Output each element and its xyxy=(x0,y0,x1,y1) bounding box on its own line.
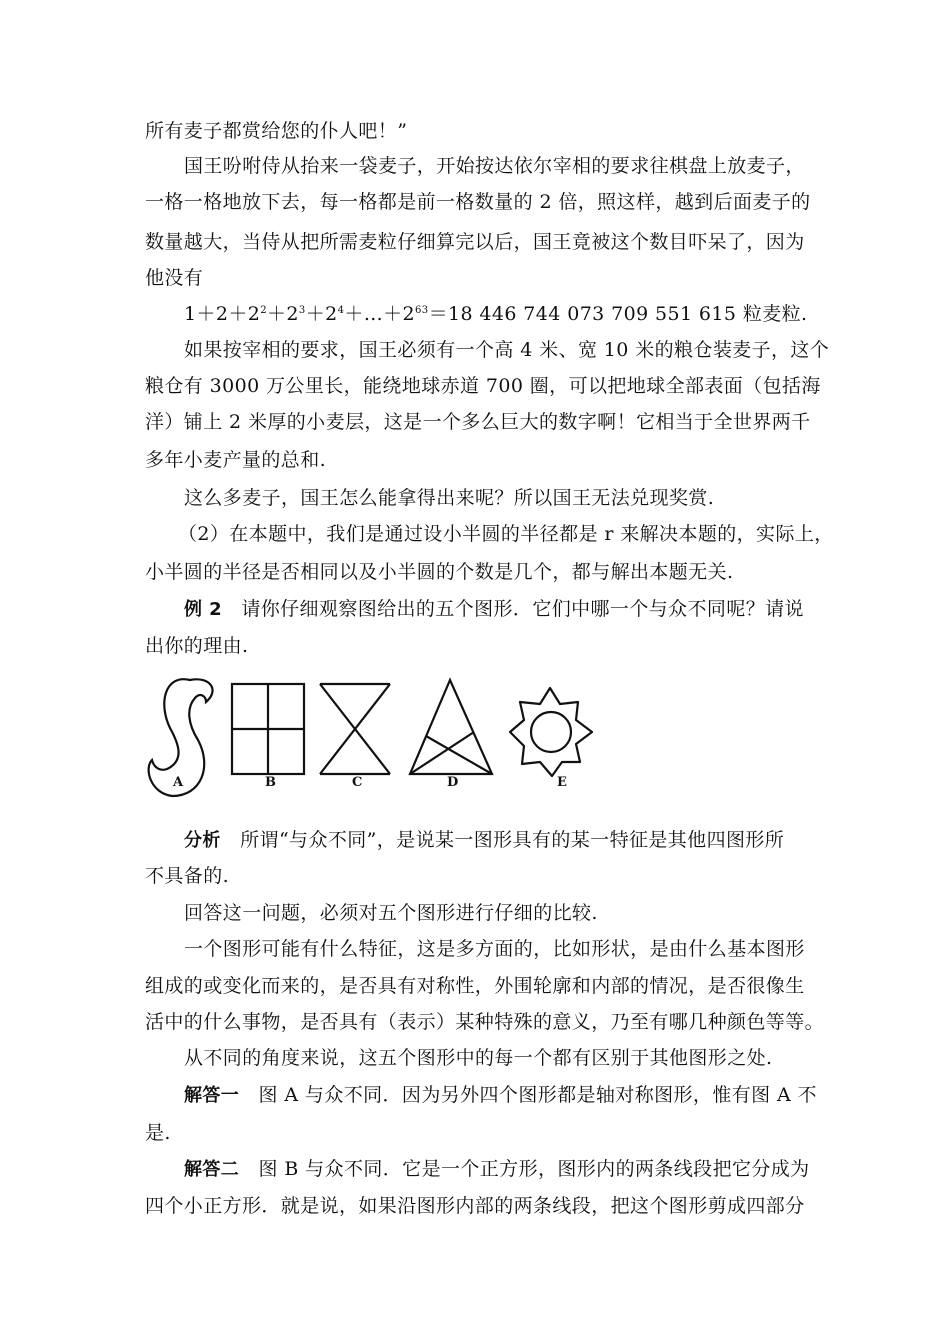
figure-label-c: C xyxy=(352,775,363,790)
shape-d-icon xyxy=(410,680,492,774)
paragraph-line: 一格一格地放下去，每一格都是前一格数量的 2 倍，照这样，越到后面麦子的 xyxy=(145,191,811,213)
paragraph-line: 活中的什么事物，是否具有（表示）某种特殊的意义，乃至有哪几种颜色等等。 xyxy=(145,1011,825,1033)
figure-label-d: D xyxy=(447,775,459,790)
solution-two-label: 解答二 xyxy=(184,1159,240,1180)
analysis-label: 分析 xyxy=(184,830,221,851)
formula-exponent: 2 xyxy=(260,305,268,316)
paragraph-line: 国王吩咐侍从抬来一袋麦子，开始按达依尔宰相的要求往棋盘上放麦子， xyxy=(184,155,805,177)
paragraph-line: 一个图形可能有什么特征，这是多方面的，比如形状，是由什么基本图形 xyxy=(184,938,805,960)
paragraph-line: 所有麦子都赏给您的仆人吧！” xyxy=(145,120,408,142)
sum-formula xyxy=(184,301,815,327)
paragraph-line: 小半圆的半径是否相同以及小半圆的个数是几个，都与解出本题无关. xyxy=(145,561,734,583)
paragraph-line: 回答这一问题，必须对五个图形进行仔细的比较. xyxy=(184,902,598,924)
paragraph-line: 多年小麦产量的总和. xyxy=(145,449,327,471)
paragraph-line: 数量越大，当侍从把所需麦粒仔细算完以后，国王竟被这个数目吓呆了，因为 xyxy=(145,231,805,253)
formula-part: ＋…＋2 xyxy=(344,303,416,325)
figure-label-a: A xyxy=(173,775,184,790)
paragraph-line: 洋）铺上 2 米厚的小麦层，这是一个多么巨大的数字啊！它相当于全世界两千 xyxy=(145,411,811,433)
paragraph-line: 粮仓有 3000 万公里长，能绕地球赤道 700 圈，可以把地球全部表面（包括海 xyxy=(145,375,821,397)
paragraph-line: （2）在本题中，我们是通过设小半圆的半径都是 r 来解决本题的，实际上， xyxy=(178,523,834,545)
analysis-heading xyxy=(184,827,815,854)
figure-label-e: E xyxy=(557,775,567,790)
paragraph-line: 这么多麦子，国王怎么能拿得出来呢？所以国王无法兑现奖赏. xyxy=(184,487,715,509)
formula-part: ＋2 xyxy=(305,303,338,325)
solution-one-heading xyxy=(184,1082,815,1109)
paragraph-line: 如果按宰相的要求，国王必须有一个高 4 米、宽 10 米的粮仓装麦子，这个 xyxy=(184,339,830,361)
shape-e-icon xyxy=(510,688,592,776)
example-label: 例 2 xyxy=(184,599,222,620)
figure-label-b: B xyxy=(265,775,276,790)
analysis-text: 所谓“与众不同”，是说某一图形具有的某一特征是其他四图形所 xyxy=(240,829,785,851)
solution-two-text: 图 B 与众不同．它是一个正方形，图形内的两条线段把它分成为 xyxy=(258,1158,810,1180)
solution-one-label: 解答一 xyxy=(184,1085,240,1106)
paragraph-line: 组成的或变化而来的，是否具有对称性，外围轮廓和内部的情况，是否很像生 xyxy=(145,975,805,997)
formula-exponent: 63 xyxy=(415,305,429,316)
five-shapes-figure xyxy=(140,668,620,803)
formula-part: ＋2 xyxy=(267,303,299,325)
solution-two-heading xyxy=(184,1156,815,1183)
paragraph-line: 不具备的. xyxy=(145,865,230,887)
formula-part: ＝18 446 744 073 709 551 615 粒麦粒. xyxy=(428,303,808,325)
solution-one-text: 图 A 与众不同．因为另外四个图形都是轴对称图形，惟有图 A 不 xyxy=(258,1084,817,1106)
paragraph-line: 他没有 xyxy=(145,267,204,289)
paragraph-line: 从不同的角度来说，这五个图形中的每一个都有区别于其他图形之处. xyxy=(184,1047,773,1069)
shape-c-icon xyxy=(320,684,390,774)
formula-exponent: 3 xyxy=(298,305,306,316)
shape-b-icon xyxy=(232,684,304,774)
example-text: 请你仔细观察图给出的五个图形．它们中哪一个与众不同呢？请说 xyxy=(241,598,804,620)
paragraph-line: 四个小正方形．就是说，如果沿图形内部的两条线段，把这个图形剪成四部分 xyxy=(145,1195,805,1217)
formula-exponent: 4 xyxy=(337,305,345,316)
paragraph-line: 是. xyxy=(145,1122,171,1144)
paragraph-line: 出你的理由. xyxy=(145,635,249,657)
formula-part: 1＋2＋2 xyxy=(184,303,261,325)
example-heading xyxy=(184,596,815,623)
